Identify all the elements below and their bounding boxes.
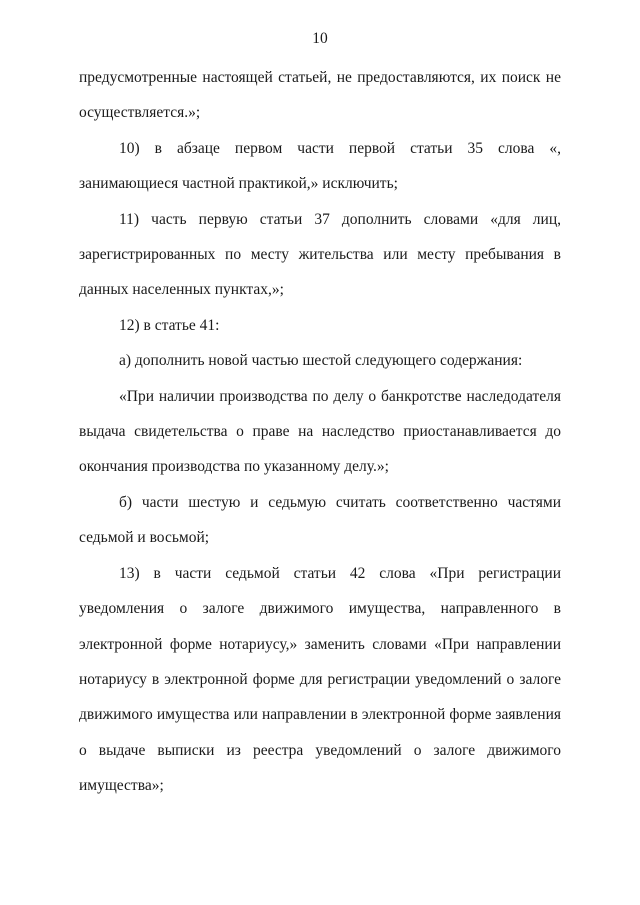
paragraph-continuation: предусмотренные настоящей статьей, не предоставляются, их поиск не осуществляется.»;	[79, 69, 561, 122]
paragraph-item-13: 13) в части седьмой статьи 42 слова «При регистрации уведомления о залоге движимого имущества, направленного в электронной форме нотариусу,» заменить словами «При направлении нотариусу в электронной форме для регистрации уведомлений о залоге движимого имущества или направлении в электронной форме заявления о выдаче выписки из реестра уведомлений о залоге движимого имущества»;	[79, 564, 561, 795]
page-number: 10	[312, 30, 328, 47]
paragraph-item-12: 12) в статье 41:	[119, 316, 220, 334]
paragraph-item-12b: б) части шестую и седьмую считать соответственно частями седьмой и восьмой;	[79, 493, 561, 547]
paragraph-item-12a: а) дополнить новой частью шестой следующего содержания:	[119, 352, 523, 370]
paragraph-item-11: 11) часть первую статьи 37 дополнить словами «для лиц, зарегистрированных по месту жительства или месту пребывания в данных населенных пунктах,»;	[79, 210, 561, 299]
paragraph-quoted-text: «При наличии производства по делу о банкротстве наследодателя выдача свидетельства о праве на наследство приостанавливается до окончания производства по указанному делу.»;	[79, 387, 561, 476]
paragraph-item-10: 10) в абзаце первом части первой статьи 35 слова «, занимающиеся частной практикой,» исключить;	[79, 139, 561, 193]
document-body	[79, 60, 561, 804]
